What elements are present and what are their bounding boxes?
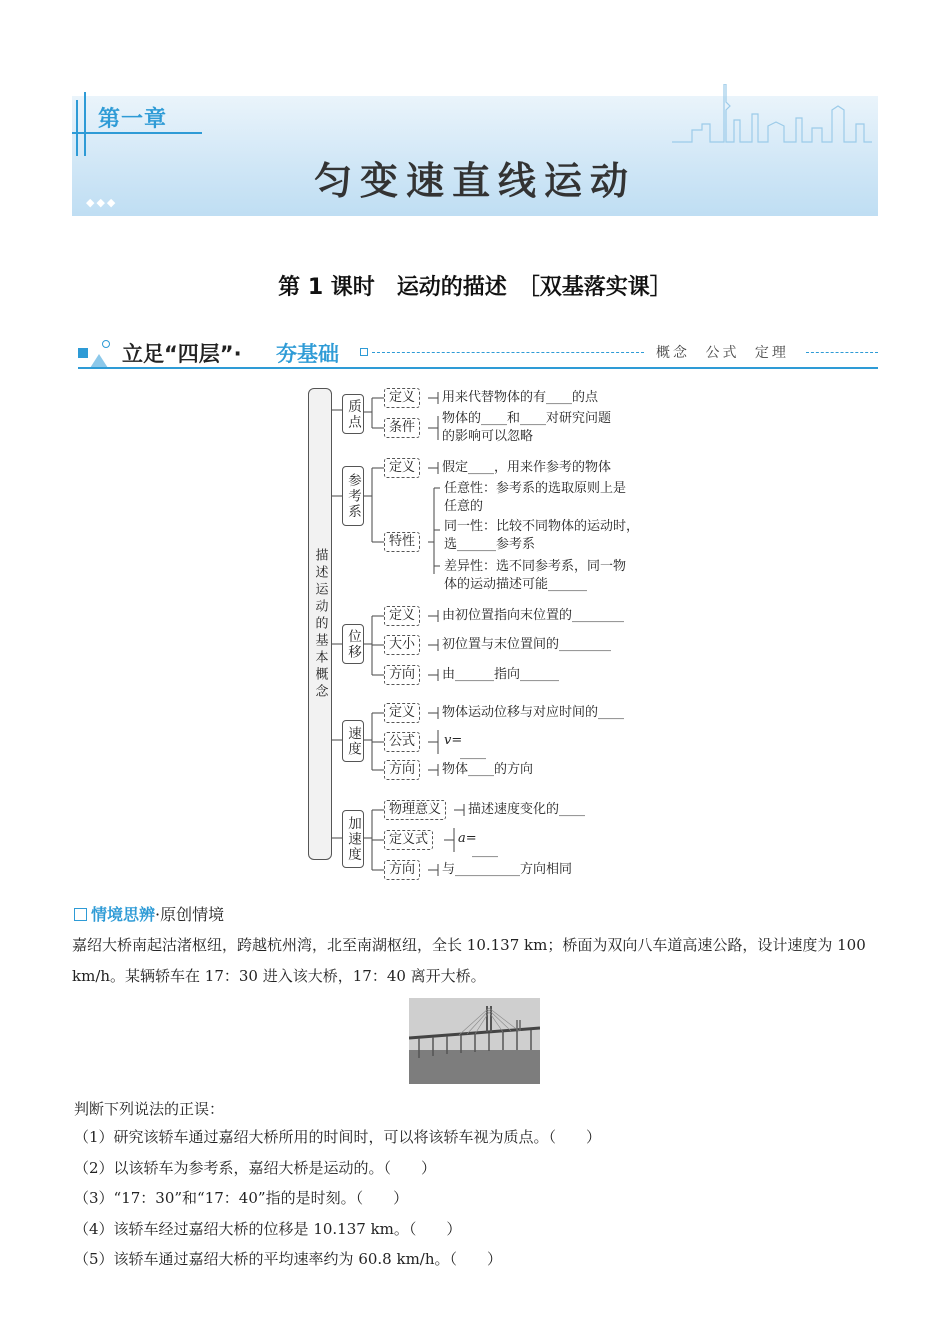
item-text: 同一性：比较不同物体的运动时， xyxy=(444,519,640,534)
item-text: 选______参考系 xyxy=(444,537,536,552)
question-prompt: 判断下列说法的正误： xyxy=(74,1100,225,1118)
bridge-photo xyxy=(409,998,540,1084)
question-item: （1）研究该轿车通过嘉绍大桥所用的时间时，可以将该轿车视为质点。（ ） xyxy=(74,1128,602,1146)
situation-subtitle: ·原创情境 xyxy=(155,905,225,924)
small-square-icon xyxy=(360,348,368,356)
item-key: 定义 xyxy=(384,388,420,408)
section-title: 立足“四层”· xyxy=(122,342,242,366)
concept-map-root xyxy=(308,388,332,860)
item-text: 用来代替物体的有____的点 xyxy=(442,390,599,405)
chapter-title: 匀变速直线运动 xyxy=(313,159,636,203)
item-text: 由______指向______ xyxy=(442,667,560,682)
category-label: 速度 xyxy=(345,725,361,757)
item-key: 定义 xyxy=(384,606,420,626)
item-key: 方向 xyxy=(384,760,420,780)
concept-map xyxy=(308,388,668,880)
item-key: 公式 xyxy=(384,732,420,752)
situation-title: 情境思辨 xyxy=(91,905,156,924)
category-velocity xyxy=(342,720,364,762)
category-label: 质点 xyxy=(345,398,361,430)
dashed-divider xyxy=(806,352,878,353)
item-text: 由初位置指向末位置的________ xyxy=(442,608,625,623)
category-particle xyxy=(342,394,364,434)
formula-blank: ____ xyxy=(472,843,498,858)
formula-blank: ____ xyxy=(460,745,486,760)
category-label: 加速度 xyxy=(345,815,361,863)
item-text: 任意性：参考系的选取原则上是 xyxy=(444,481,627,496)
item-key: 方向 xyxy=(384,860,420,880)
section-title-highlight: 夯基础 xyxy=(276,342,339,366)
question-item: （5）该轿车通过嘉绍大桥的平均速率约为 60.8 km/h。（ ） xyxy=(74,1250,503,1268)
category-reference-frame xyxy=(342,466,364,526)
category-acceleration xyxy=(342,810,364,868)
item-text: 的影响可以忽略 xyxy=(442,429,534,444)
dashed-divider xyxy=(372,352,644,353)
item-text: 物体运动位移与对应时间的____ xyxy=(442,705,625,720)
item-text: 物体的____和____对研究问题 xyxy=(442,411,612,426)
chapter-banner xyxy=(72,96,878,216)
category-label: 位移 xyxy=(345,628,361,660)
formula-text: v= xyxy=(444,733,463,748)
circle-icon xyxy=(102,340,110,348)
item-text: 描述速度变化的____ xyxy=(468,802,586,817)
section-underline xyxy=(78,367,878,369)
item-key: 方向 xyxy=(384,665,420,685)
item-key: 物理意义 xyxy=(384,800,446,820)
category-label: 参考系 xyxy=(345,472,361,520)
lesson-title: 第 1 课时 运动的描述 ［双基落实课］ xyxy=(278,275,672,300)
question-item: （2）以该轿车为参考系，嘉绍大桥是运动的。（ ） xyxy=(74,1159,437,1177)
chapter-label: 第一章 xyxy=(98,107,168,132)
item-text: 初位置与末位置间的________ xyxy=(442,637,612,652)
item-key: 定义 xyxy=(384,458,420,478)
item-text: 任意的 xyxy=(444,499,484,514)
banner-decor-line xyxy=(76,100,78,156)
item-text: 物体____的方向 xyxy=(442,762,534,777)
bridge-image xyxy=(409,998,540,1084)
section-tags: 概念 公式 定理 xyxy=(656,345,789,361)
item-key: 定义 xyxy=(384,703,420,723)
item-key: 大小 xyxy=(384,635,420,655)
section-header xyxy=(78,336,878,372)
item-text: 与__________方向相同 xyxy=(442,862,573,877)
item-text: 体的运动描述可能______ xyxy=(444,577,588,592)
root-label: 描述运动的基本概念 xyxy=(312,547,328,701)
triangle-icon xyxy=(90,354,108,368)
situation-header xyxy=(74,902,224,925)
formula-text: a= xyxy=(458,831,477,846)
item-text: 假定____，用来作参考的物体 xyxy=(442,460,612,475)
category-displacement xyxy=(342,624,364,664)
item-key: 特性 xyxy=(384,532,420,552)
item-key: 定义式 xyxy=(384,830,433,850)
question-item: （4）该轿车经过嘉绍大桥的位移是 10.137 km。（ ） xyxy=(74,1220,462,1238)
skyline-icon xyxy=(672,84,872,144)
question-item: （3）“17：30”和“17：40”指的是时刻。（ ） xyxy=(74,1189,409,1207)
checkbox-icon xyxy=(74,908,87,921)
banner-decor-line xyxy=(84,92,86,156)
square-icon xyxy=(78,348,88,358)
situation-paragraph: 嘉绍大桥南起沽渚枢纽，跨越杭州湾，北至南湖枢纽，全长 10.137 km；桥面为双向八车道高速公路，设计速度为 100 km/h。某辆轿车在 17：30 进入该大桥，17：40 离开大桥。 xyxy=(72,936,866,985)
diamond-decor: ◆◆◆ xyxy=(86,196,118,209)
item-text: 差异性：选不同参考系，同一物 xyxy=(444,559,627,574)
item-key: 条件 xyxy=(384,418,420,438)
